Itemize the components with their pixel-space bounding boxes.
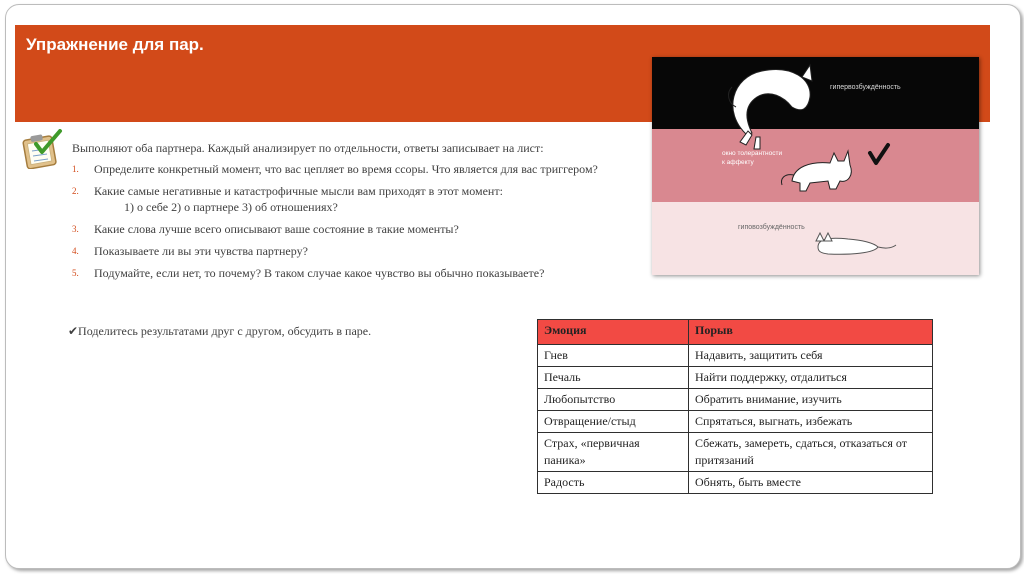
step-text: Подумайте, если нет, то почему? В таком случае какое чувство вы обычно показываете? (94, 266, 545, 280)
table-row (538, 433, 933, 472)
step-number: 1. (72, 164, 79, 174)
arousal-window-illustration (652, 57, 979, 275)
impulse-cell: Спрятаться, выгнать, избежать (689, 411, 933, 433)
table-header-emotion: Эмоция (538, 320, 689, 345)
share-note: ✔Поделитесь результатами друг с другом, обсудить в паре. (68, 324, 372, 338)
emotion-cell: Страх, «первичная паника» (538, 433, 689, 472)
step-subtext: 1) о себе 2) о партнере 3) об отношениях? (124, 200, 338, 214)
emotion-cell: Отвращение/стыд (538, 411, 689, 433)
step-text: Какие слова лучше всего описывают ваше состояние в такие моменты? (94, 222, 459, 236)
impulse-cell: Сбежать, замереть, сдаться, отказаться от притязаний (689, 433, 933, 472)
tolerance-window-label: окно толерантности (722, 150, 783, 157)
emotion-cell: Радость (538, 472, 689, 494)
steps-list (72, 161, 632, 287)
step-number: 5. (72, 268, 79, 278)
step-item (72, 161, 632, 177)
impulse-cell: Обнять, быть вместе (689, 472, 933, 494)
table-row (538, 411, 933, 433)
hyperarousal-band (652, 57, 979, 129)
table-row (538, 367, 933, 389)
table-row (538, 345, 933, 367)
impulse-cell: Обратить внимание, изучить (689, 389, 933, 411)
step-text: Определите конкретный момент, что вас цепляет во время ссоры. Что является для вас триггером? (94, 162, 598, 176)
emotion-impulse-table (537, 319, 933, 494)
emotion-cell: Гнев (538, 345, 689, 367)
intro-text: Выполняют оба партнера. Каждый анализирует по отдельности, ответы записывает на лист: (72, 141, 544, 155)
emotion-cell: Любопытство (538, 389, 689, 411)
emotion-cell: Печаль (538, 367, 689, 389)
step-number: 4. (72, 246, 79, 256)
slide-frame (5, 4, 1021, 569)
step-item (72, 221, 632, 237)
step-item (72, 265, 632, 281)
table-row (538, 472, 933, 494)
impulse-cell: Надавить, защитить себя (689, 345, 933, 367)
step-number: 3. (72, 224, 79, 234)
hypoarousal-label: гиповозбуждённость (738, 224, 805, 231)
table-row (538, 389, 933, 411)
step-number: 2. (72, 186, 79, 196)
impulse-cell: Найти поддержку, отдалиться (689, 367, 933, 389)
table-header-impulse: Порыв (689, 320, 933, 345)
table-header-row (538, 320, 933, 345)
slide-title: Упражнение для пар. (26, 35, 204, 54)
step-item (72, 183, 632, 215)
hyperarousal-label: гипервозбуждённость (830, 84, 901, 91)
step-item (72, 243, 632, 259)
step-text: Какие самые негативные и катастрофичные мысли вам приходят в этот момент: (94, 184, 503, 198)
step-text: Показываете ли вы эти чувства партнеру? (94, 244, 308, 258)
tolerance-window-label-2: к аффекту (722, 159, 754, 166)
hypoarousal-band (652, 202, 979, 275)
clipboard-check-icon (21, 129, 63, 169)
